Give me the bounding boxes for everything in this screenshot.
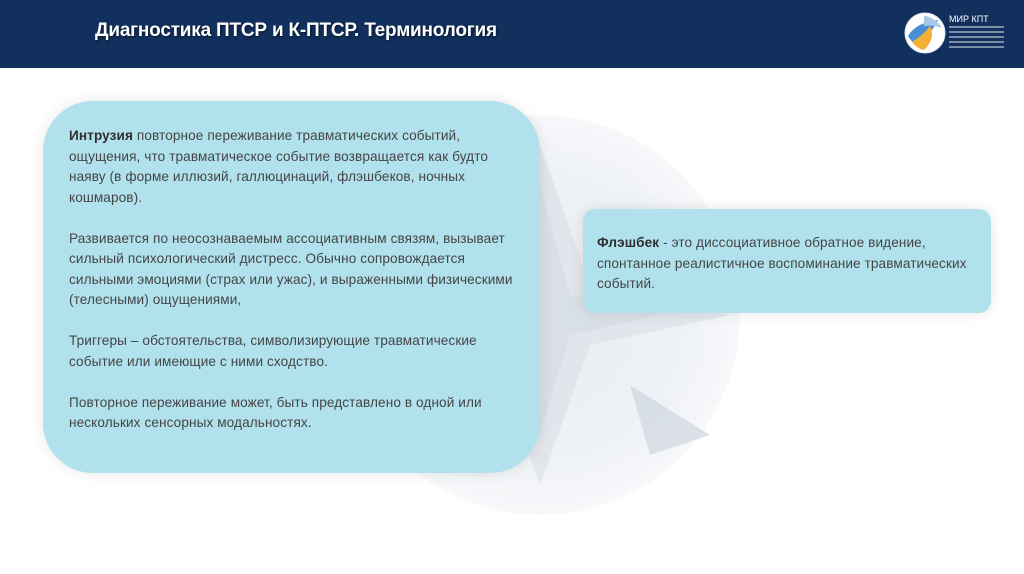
flashback-card bbox=[583, 209, 991, 313]
header-bar bbox=[0, 0, 1024, 68]
intrusion-card-content bbox=[69, 126, 519, 434]
intrusion-card bbox=[43, 101, 540, 473]
logo-name: МИР КПТ bbox=[949, 14, 989, 24]
triggers-paragraph: Триггеры – обстоятельства, символизирующие травматические событие или имеющие с ними сходство. bbox=[69, 333, 477, 369]
flashback-definition bbox=[597, 233, 982, 295]
flashback-term: Флэшбек bbox=[597, 235, 660, 250]
page-title: Диагностика ПТСР и К-ПТСР. Терминология bbox=[95, 20, 497, 41]
logo bbox=[904, 12, 1014, 56]
intrusion-paragraph-2: Развивается по неосознаваемым ассоциативным связям, вызывает сильный психологический дистресс. Обычно сопровождается сильными эмоциями (страх или ужас), и выраженными физическими (телесными) ощущениями, bbox=[69, 230, 513, 307]
logo-subtitle bbox=[949, 26, 1004, 51]
globe-logo-icon bbox=[904, 12, 946, 54]
intrusion-text: повторное переживание травматических событий, ощущения, что травматическое событие возвращается как будто наяву (в форме иллюзий, галлюцинаций, флэшбеков, ночных кошмаров). bbox=[69, 128, 489, 205]
flashback-text: - это диссоциативное обратное видение, спонтанное реалистичное воспоминание травматических событий. bbox=[597, 235, 967, 291]
modalities-paragraph: Повторное переживание может, быть представлено в одной или нескольких сенсорных модальностях. bbox=[69, 394, 482, 430]
intrusion-term: Интрузия bbox=[69, 128, 133, 143]
flashback-card-content bbox=[597, 233, 982, 295]
intrusion-definition bbox=[69, 126, 519, 208]
